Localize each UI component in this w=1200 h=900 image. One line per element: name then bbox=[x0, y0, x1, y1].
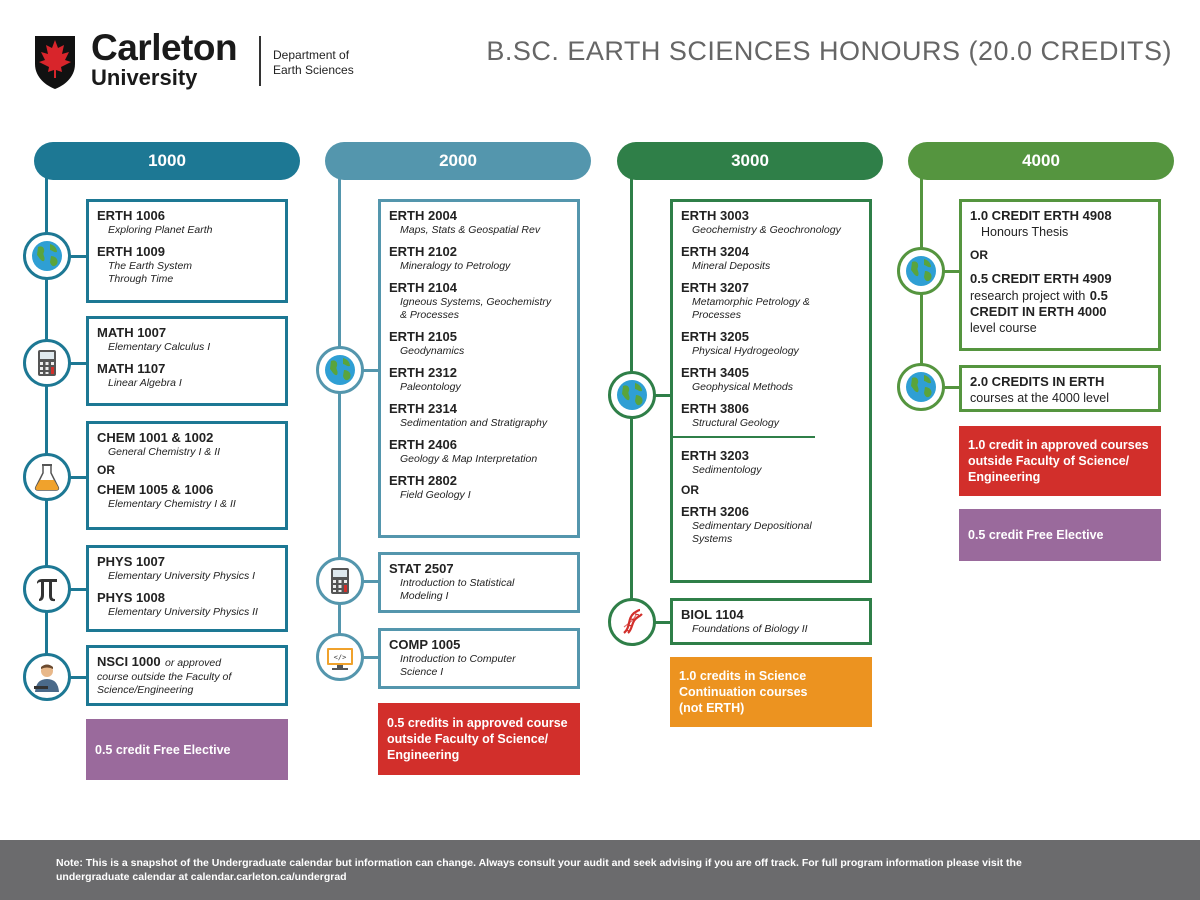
requirement-text: outside Faculty of Science/ bbox=[387, 732, 549, 746]
course-title: Igneous Systems, Geochemistry bbox=[400, 296, 552, 308]
department-line1: Department of bbox=[273, 48, 350, 62]
course-code: BIOL 1104 bbox=[681, 607, 744, 622]
course-box-comp bbox=[378, 628, 580, 689]
course-code: ERTH 3207 bbox=[681, 280, 749, 295]
footer-note bbox=[0, 840, 1200, 900]
course-title: Elementary Calculus I bbox=[108, 341, 211, 353]
course-title: Elementary University Physics II bbox=[108, 606, 258, 618]
course-title: Introduction to Computer bbox=[400, 653, 516, 665]
course-code: NSCI 1000 bbox=[97, 654, 161, 669]
course-title: The Earth System bbox=[108, 260, 193, 272]
course-box-erth-4000-credits bbox=[959, 365, 1161, 412]
course-title: Maps, Stats & Geospatial Rev bbox=[400, 224, 541, 236]
requirement-text: 0.5 credit Free Elective bbox=[968, 528, 1104, 542]
course-title: Metamorphic Petrology & bbox=[692, 296, 810, 308]
page-title: B.SC. EARTH SCIENCES HONOURS (20.0 CREDITS) bbox=[486, 36, 1172, 66]
science-continuation-box bbox=[670, 657, 872, 727]
requirement-text: level course bbox=[970, 321, 1037, 335]
course-box-phys bbox=[86, 545, 288, 632]
course-title: Geophysical Methods bbox=[692, 381, 793, 393]
course-code: STAT 2507 bbox=[389, 561, 454, 576]
requirement-text: courses at the 4000 level bbox=[970, 391, 1109, 405]
requirement-text: 0.5 credits in approved course bbox=[387, 716, 568, 730]
course-box-chem bbox=[86, 421, 288, 530]
flask-icon bbox=[23, 453, 71, 501]
globe-icon bbox=[897, 247, 945, 295]
or-separator: OR bbox=[681, 483, 699, 497]
course-code: ERTH 2104 bbox=[389, 280, 457, 295]
course-box-erth-4000-thesis bbox=[959, 199, 1161, 351]
course-title: Linear Algebra I bbox=[108, 377, 182, 389]
university-wordmark bbox=[91, 27, 238, 90]
globe-icon bbox=[897, 363, 945, 411]
course-code: ERTH 3003 bbox=[681, 208, 749, 223]
course-title: Sedimentary Depositional bbox=[692, 520, 812, 532]
course-title: Geochemistry & Geochronology bbox=[692, 224, 841, 236]
requirement-text: 1.0 credits in Science bbox=[679, 669, 807, 683]
globe-icon bbox=[316, 346, 364, 394]
requirement-text: 1.0 credit in approved courses bbox=[968, 438, 1149, 452]
course-title: Foundations of Biology II bbox=[692, 623, 808, 635]
course-title: Science I bbox=[400, 666, 444, 678]
course-code: 1.0 CREDIT ERTH 4908 bbox=[970, 208, 1112, 223]
course-code: ERTH 2802 bbox=[389, 473, 457, 488]
course-code: PHYS 1008 bbox=[97, 590, 165, 605]
column-heading-3000: 3000 bbox=[617, 142, 883, 180]
globe-icon bbox=[608, 371, 656, 419]
course-code: ERTH 2105 bbox=[389, 329, 457, 344]
dna-icon bbox=[608, 598, 656, 646]
calculator-icon bbox=[316, 557, 364, 605]
course-title: & Processes bbox=[400, 309, 459, 321]
university-name-line1: Carleton bbox=[91, 27, 238, 68]
requirement-text: 0.5 credit Free Elective bbox=[95, 742, 231, 757]
course-code: 2.0 CREDITS IN ERTH bbox=[970, 374, 1105, 389]
course-title: Systems bbox=[692, 533, 733, 545]
university-name-line2: University bbox=[91, 65, 198, 90]
outside-faculty-box bbox=[959, 426, 1161, 496]
scientist-icon bbox=[23, 653, 71, 701]
pi-icon bbox=[23, 565, 71, 613]
logo-divider bbox=[259, 36, 261, 86]
course-title: Paleontology bbox=[400, 381, 461, 393]
course-title: Field Geology I bbox=[400, 489, 471, 501]
course-code: ERTH 2102 bbox=[389, 244, 457, 259]
course-code: COMP 1005 bbox=[389, 637, 461, 652]
course-code: ERTH 1006 bbox=[97, 208, 165, 223]
course-title: Structural Geology bbox=[692, 417, 779, 429]
course-code: MATH 1007 bbox=[97, 325, 167, 340]
course-code: ERTH 3405 bbox=[681, 365, 749, 380]
footer-line1: Note: This is a snapshot of the Undergraduate calendar but information can change. Always consult your audit and seek advising if you are off track. For full program information please visit the bbox=[56, 857, 1022, 869]
requirement-text: research project with bbox=[970, 289, 1086, 303]
requirement-text: Continuation courses bbox=[679, 685, 808, 699]
course-box-math bbox=[86, 316, 288, 406]
course-title: Exploring Planet Earth bbox=[108, 224, 213, 236]
footer-line2: undergraduate calendar at calendar.carleton.ca/undergrad bbox=[56, 871, 347, 883]
department-line2: Earth Sciences bbox=[273, 63, 354, 77]
course-code: 0.5 CREDIT ERTH 4909 bbox=[970, 271, 1112, 286]
course-title: Sedimentation and Stratigraphy bbox=[400, 417, 548, 429]
course-box-erth-1000-level bbox=[86, 199, 288, 303]
requirement-text-bold: 0.5 bbox=[1089, 288, 1108, 303]
course-code: ERTH 3806 bbox=[681, 401, 749, 416]
course-code: CHEM 1005 & 1006 bbox=[97, 482, 214, 497]
carleton-shield-logo bbox=[33, 34, 77, 90]
course-code: MATH 1107 bbox=[97, 361, 166, 376]
course-code: ERTH 2314 bbox=[389, 401, 457, 416]
calculator-icon bbox=[23, 339, 71, 387]
course-title: Geodynamics bbox=[400, 345, 465, 357]
section-divider bbox=[673, 436, 815, 438]
requirement-text: (not ERTH) bbox=[679, 701, 745, 715]
outside-faculty-box bbox=[378, 703, 580, 775]
course-title: Elementary Chemistry I & II bbox=[108, 498, 236, 510]
requirement-text: outside Faculty of Science/ bbox=[968, 454, 1130, 468]
course-code: ERTH 2312 bbox=[389, 365, 457, 380]
course-title: or approved bbox=[165, 657, 222, 669]
svg-text:</>: </> bbox=[333, 653, 347, 662]
free-elective-box bbox=[959, 509, 1161, 561]
course-title: Sedimentology bbox=[692, 464, 762, 476]
course-title: Through Time bbox=[108, 273, 174, 285]
course-code: ERTH 3206 bbox=[681, 504, 749, 519]
course-code: PHYS 1007 bbox=[97, 554, 165, 569]
course-code: ERTH 3203 bbox=[681, 448, 749, 463]
course-code: ERTH 3204 bbox=[681, 244, 749, 259]
course-code: CHEM 1001 & 1002 bbox=[97, 430, 214, 445]
course-title: Introduction to Statistical bbox=[400, 577, 515, 589]
course-title: Processes bbox=[692, 309, 742, 321]
course-title: Elementary University Physics I bbox=[108, 570, 256, 582]
course-code: ERTH 2004 bbox=[389, 208, 457, 223]
course-title: Mineral Deposits bbox=[692, 260, 771, 272]
course-box-erth-3000-level bbox=[670, 199, 872, 583]
column-heading-4000: 4000 bbox=[908, 142, 1174, 180]
course-box-biol bbox=[670, 598, 872, 645]
course-title: Mineralogy to Petrology bbox=[400, 260, 511, 272]
course-title: Science/Engineering bbox=[97, 684, 194, 696]
requirement-text: Engineering bbox=[387, 748, 460, 762]
department-name bbox=[273, 48, 354, 78]
requirement-text: Engineering bbox=[968, 470, 1041, 484]
requirement-text-bold: CREDIT IN ERTH 4000 bbox=[970, 304, 1107, 319]
course-title: course outside the Faculty of bbox=[97, 671, 232, 683]
course-code: ERTH 3205 bbox=[681, 329, 749, 344]
course-box-stat bbox=[378, 552, 580, 613]
course-title: Modeling I bbox=[400, 590, 449, 602]
course-title: General Chemistry I & II bbox=[108, 446, 221, 458]
computer-icon bbox=[316, 633, 364, 681]
column-heading-1000: 1000 bbox=[34, 142, 300, 180]
course-code: ERTH 1009 bbox=[97, 244, 165, 259]
column-heading-2000: 2000 bbox=[325, 142, 591, 180]
free-elective-box bbox=[86, 719, 288, 780]
course-title: Physical Hydrogeology bbox=[692, 345, 799, 357]
globe-icon bbox=[23, 232, 71, 280]
or-separator: OR bbox=[970, 248, 988, 262]
course-code: ERTH 2406 bbox=[389, 437, 457, 452]
course-box-erth-2000-level bbox=[378, 199, 580, 538]
course-title: Geology & Map Interpretation bbox=[400, 453, 538, 465]
or-separator: OR bbox=[97, 463, 115, 477]
course-title: Honours Thesis bbox=[981, 225, 1069, 239]
course-box-nsci bbox=[86, 645, 288, 706]
